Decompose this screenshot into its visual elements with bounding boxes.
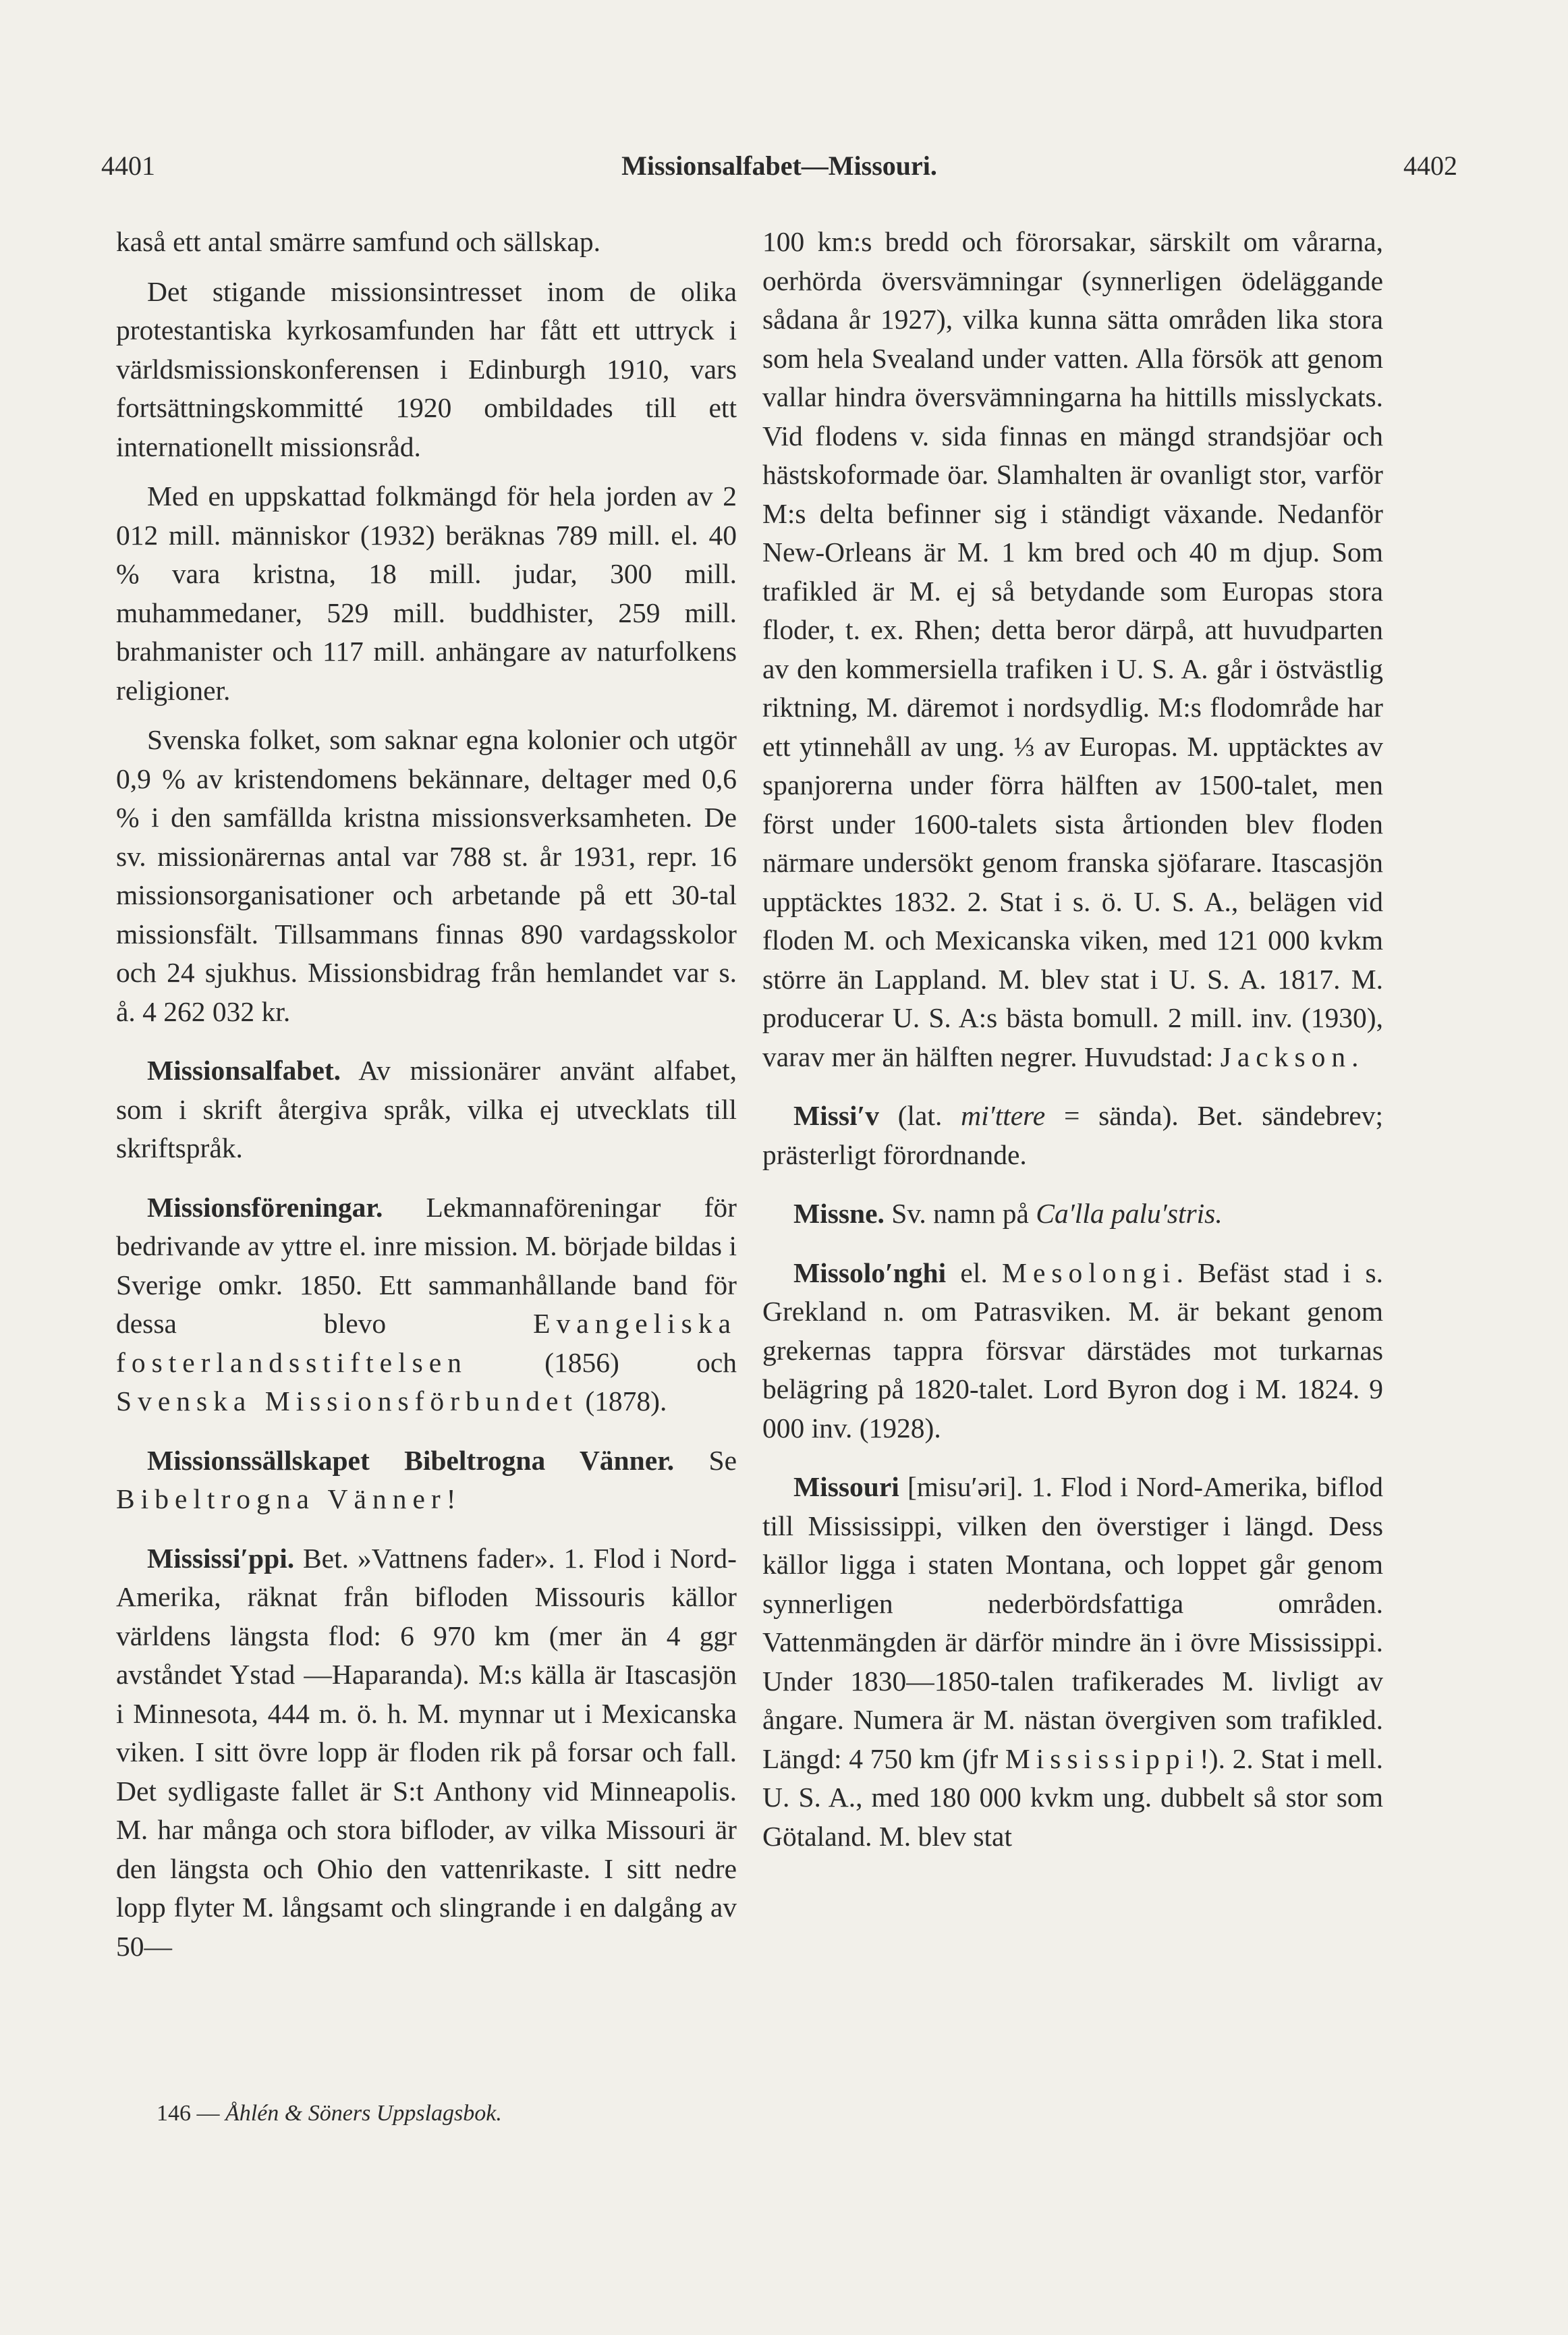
entry-missionsalfabet	[116, 1051, 737, 1168]
entry-headword: Missionsalfabet.	[147, 1055, 341, 1086]
spaced-term: Jackson	[1220, 1041, 1352, 1072]
spaced-term: Mesolongi	[1002, 1257, 1177, 1288]
entry-headword: Missi′v	[793, 1100, 879, 1131]
entry-text: . Befäst stad i s. Grekland n. om Patrasviken. M. är bekant genom grekernas tappra försvar därstädes mot turkarnas belägring på 1820-talet. Lord Byron dog i M. 1824. 9 000 inv. (1928).	[762, 1257, 1383, 1444]
entry-headword: Missionsföreningar.	[147, 1191, 383, 1223]
entry-text: (lat.	[878, 1100, 961, 1131]
spaced-term: Bibeltrogna Vänner	[116, 1483, 447, 1514]
footer-signature: 146 —	[157, 2101, 220, 2126]
entry-missiv	[762, 1097, 1383, 1174]
entry-text: el.	[946, 1257, 1003, 1288]
entry-missionssallskapet	[116, 1441, 737, 1519]
entry-text: [misu′əri]. 1. Flod i Nord-Amerika, biflod till Mississippi, vilken den överstiger i längd. Dess källor ligga i staten Montana, och loppet går genom synnerligen nederbördsfattiga områden. Vattenmängden är därför mindre än i övre Mississippi. Under 1830—1850-talen trafikerades M. livligt av ångare. Numera är M. nästan övergiven som trafikled. Längd: 4 750 km (jfr	[762, 1471, 1383, 1774]
entry-text: = sända). Bet. sändebrev; prästerligt förordnande.	[762, 1100, 1383, 1170]
entry-text: 100 km:s bredd och förorsakar, särskilt om vårarna, oerhörda översvämningar (synnerligen ödeläggande sådana år 1927), vilka kunna sätta områden lika stora som hela Svealand under vatten. Alla försök att genom vallar hindra översvämningarna ha hittills misslyckats. Vid flodens v. sida finnas en mängd strandsjöar och hästskoformade öar. Slamhalten är ovanligt stor, varför M:s delta befinner sig i ständigt växande. Nedanför New-Orleans är M. 1 km bred och 40 m djup. Som trafikled är M. ej så betydande som Europas stora floder, t. ex. Rhen; detta beror därpå, att huvudparten av den kommersiella trafiken i U. S. A. går i östvästlig riktning, M. däremot i nordsydlig. M:s flodområde har ett ytinnehåll av ung. ⅓ av Europas. M. upptäcktes av spanjorerna under förra hälften av 1500-talet, men först under 1600-talets sista årtionden blev floden närmare undersökt genom franska sjöfarare. Itascasjön upptäcktes 1832. 2. Stat i s. ö. U. S. A., belägen vid floden M. och Mexicanska viken, med 121 000 kvkm större än Lappland. M. blev stat i U. S. A. 1817. M. producerar U. S. A:s bästa bomull. 2 mill. inv. (1930), varav mer än hälften negrer. Huvudstad:	[762, 226, 1383, 1072]
spaced-term: Mississippi	[1005, 1742, 1200, 1774]
entry-text: !). 2. Stat i mell. U. S. A., med 180 000 kvkm ung. dubbelt så stor som Götaland. M. blev stat	[762, 1742, 1383, 1852]
entry-missouri	[762, 1468, 1383, 1856]
entry-text: !	[446, 1483, 456, 1514]
latin-term: Ca′lla palu′stris.	[1036, 1198, 1223, 1229]
entry-text: (1856) och	[467, 1346, 737, 1378]
entry-missne	[762, 1194, 1383, 1234]
running-title: Missionsalfabet—Missouri.	[621, 150, 937, 181]
entry-headword: Mississi′ppi.	[147, 1542, 295, 1574]
entry-text: Sv. namn på	[884, 1198, 1036, 1229]
entry-text: Lekmannaföreningar för bedrivande av yttre el. inre mission. M. började bildas i Sverige omkr. 1850. Ett sammanhållande band för dessa blevo	[116, 1191, 737, 1339]
left-column	[116, 223, 737, 1977]
entry-mississippi	[116, 1539, 737, 1967]
entry-text: (1878).	[578, 1385, 667, 1417]
entry-headword: Missolo′nghi	[793, 1257, 947, 1288]
page-number-left: 4401	[101, 150, 155, 181]
paragraph: Med en uppskattad folkmängd för hela jorden av 2 012 mill. människor (1932) beräknas 789 mill. el. 40 % vara kristna, 18 mill. judar, 300 mill. muhammedaner, 529 mill. buddhister, 259 mill. brahmanister och 117 mill. anhängare av naturfolkens religioner.	[116, 480, 737, 706]
entry-text: Bet. »Vattnens fader». 1. Flod i Nord-Amerika, räknat från bifloden Missouris källor världens längsta flod: 6 970 km (mer än 4 ggr avståndet Ystad —Haparanda). M:s källa är Itascasjön i Minnesota, 444 m. ö. h. M. mynnar ut i Mexicanska viken. I sitt övre lopp är floden rik på forsar och fall. Det sydligaste fallet är S:t Anthony vid Minneapolis. M. har många och stora bifloder, av vilka Missouri är den längsta och Ohio den vattenrikaste. I sitt nedre lopp flyter M. långsamt och slingrande i en dalgång av 50—	[116, 1542, 737, 1962]
entry-headword: Missionssällskapet Bibeltrogna Vänner.	[147, 1444, 675, 1476]
paragraph: Det stigande missionsintresset inom de olika protestantiska kyrkosamfunden har fått ett uttryck i världsmissionskonferensen i Edinburgh 1910, vars fortsättningskommitté 1920 ombildades till ett internationellt missionsråd.	[116, 275, 737, 462]
entry-text: .	[1351, 1041, 1359, 1072]
page-header	[101, 150, 1457, 190]
page-number-right: 4402	[1403, 150, 1457, 181]
latin-term: mi′ttere	[961, 1100, 1046, 1131]
page-footer	[157, 2101, 502, 2126]
right-column	[762, 223, 1383, 1867]
entry-headword: Missne.	[793, 1198, 885, 1229]
entry-headword: Missouri	[793, 1471, 899, 1502]
spaced-term: Evangeliska fosterlandsstiftelsen	[116, 1308, 737, 1378]
entry-text: Se	[674, 1444, 737, 1476]
paragraph: Svenska folket, som saknar egna kolonier och utgör 0,9 % av kristendomens bekännare, deltager med 0,6 % i den samfällda kristna missionsverksamheten. De sv. missionärernas antal var 788 st. år 1931, repr. 16 missionsorganisationer och arbetande på ett 30-tal missionsfält. Tillsammans finnas 890 vardagsskolor och 24 sjukhus. Missionsbidrag från hemlandet var s. å. 4 262 032 kr.	[116, 724, 737, 1027]
paragraph: kaså ett antal smärre samfund och sällskap.	[116, 226, 600, 257]
entry-missionsforeningar	[116, 1188, 737, 1421]
paragraph-continued	[762, 223, 1383, 1076]
spaced-term: Svenska Missionsförbundet	[116, 1385, 578, 1417]
entry-text: Av missionärer använt alfabet, som i skrift återgiva språk, vilka ej utvecklats till skriftspråk.	[116, 1055, 737, 1163]
footer-publisher: Åhlén & Söners Uppslagsbok.	[225, 2101, 502, 2126]
entry-missolonghi	[762, 1254, 1383, 1448]
